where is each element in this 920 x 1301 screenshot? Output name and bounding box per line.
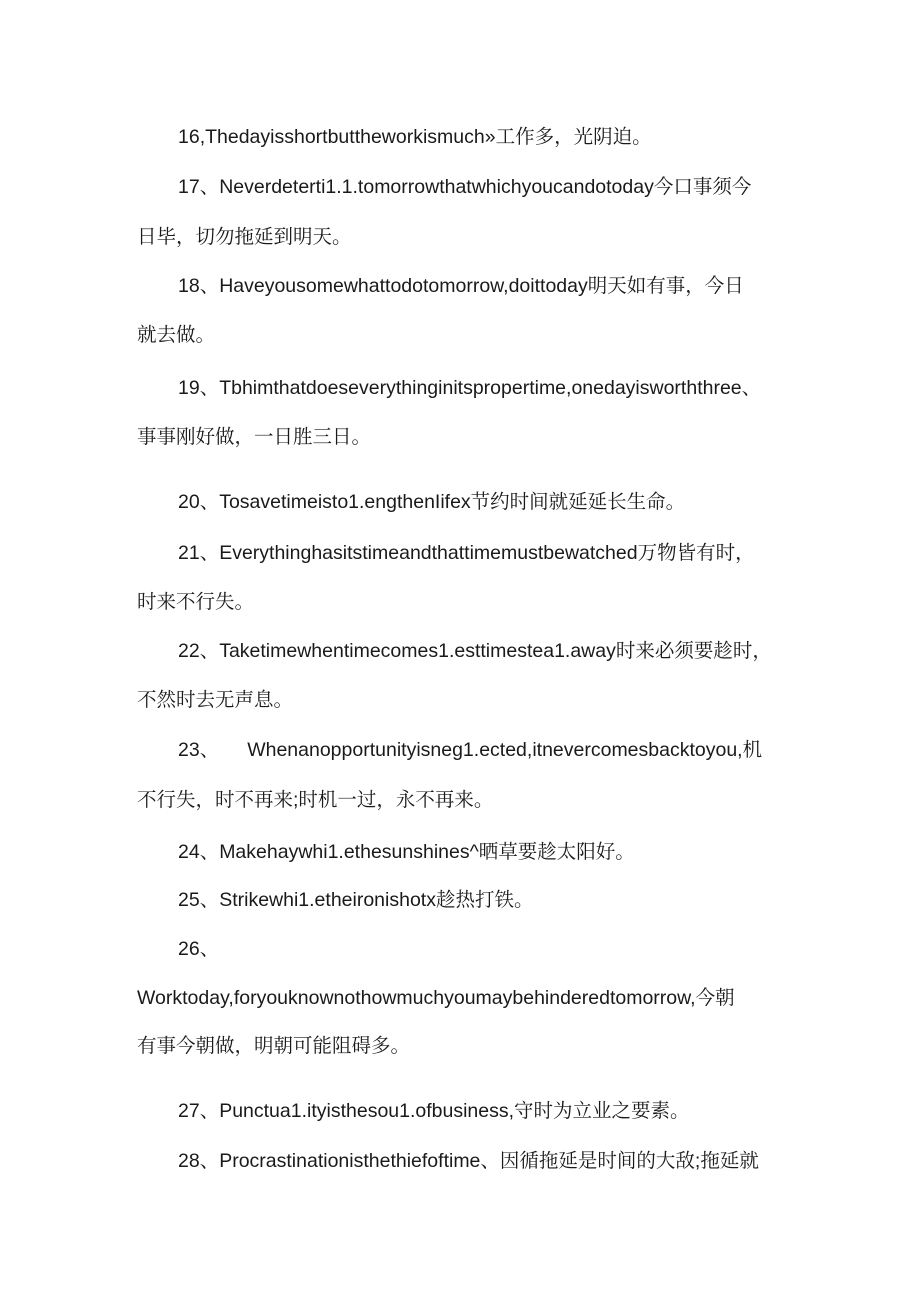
proverb-22-line-2: 不然时去无声息。 <box>137 689 294 711</box>
proverb-16: 16,Thedayisshortbuttheworkismuch»工作多，光阴迫。 <box>178 126 652 148</box>
proverb-21-line-1: 21、Everythinghasitstimeandthattimemustbewatched万物皆有时， <box>178 542 755 564</box>
proverb-23-text: Whenanopportunityisneg1.ected,itnevercomesbacktoyou,机 <box>247 739 763 761</box>
proverb-28: 28、Procrastinationisthethiefoftime、因循拖延是时间的大敌;拖延就 <box>178 1150 759 1172</box>
proverb-19-line-1: 19、Tbhimthatdoeseverythinginitspropertime,onedayisworththree、 <box>178 377 762 399</box>
proverb-18-line-2: 就去做。 <box>137 324 216 346</box>
proverb-19-line-2: 事事刚好做，一日胜三日。 <box>137 426 372 448</box>
proverb-23-line-2: 不行失，时不再来;时机一过，永不再来。 <box>137 789 494 811</box>
proverb-22-line-1: 22、Taketimewhentimecomes1.esttimestea1.away时来必须要趁时， <box>178 640 772 662</box>
proverb-26-line-1: Worktoday,foryouknownothowmuchyoumaybehinderedtomorrow,今朝 <box>137 987 735 1009</box>
proverb-24: 24、Makehaywhi1.ethesunshines^晒草要趁太阳好。 <box>178 841 635 863</box>
proverb-26-number: 26、 <box>178 938 220 960</box>
proverb-25: 25、Strikewhi1.etheironishotx趁热打铁。 <box>178 889 534 911</box>
proverb-18-line-1: 18、Haveyousomewhattodotomorrow,doittoday明天如有事，今日 <box>178 275 744 297</box>
proverb-17-line-2: 日毕，切勿拖延到明天。 <box>137 226 352 248</box>
proverb-20: 20、Tosavetimeisto1.engthenIifex节约时间就延延长生命。 <box>178 491 686 513</box>
proverb-26-line-2: 有事今朝做，明朝可能阻碍多。 <box>137 1035 411 1057</box>
proverb-21-line-2: 时来不行失。 <box>137 591 255 613</box>
proverb-23-number: 23、 <box>178 739 220 761</box>
proverb-23-line-1 <box>178 738 783 762</box>
proverb-17-line-1: 17、Neverdeterti1.1.tomorrowthatwhichyoucandotoday今口事须今 <box>178 176 752 198</box>
proverb-27: 27、Punctua1.ityisthesou1.ofbusiness,守时为立业之要素。 <box>178 1100 690 1122</box>
